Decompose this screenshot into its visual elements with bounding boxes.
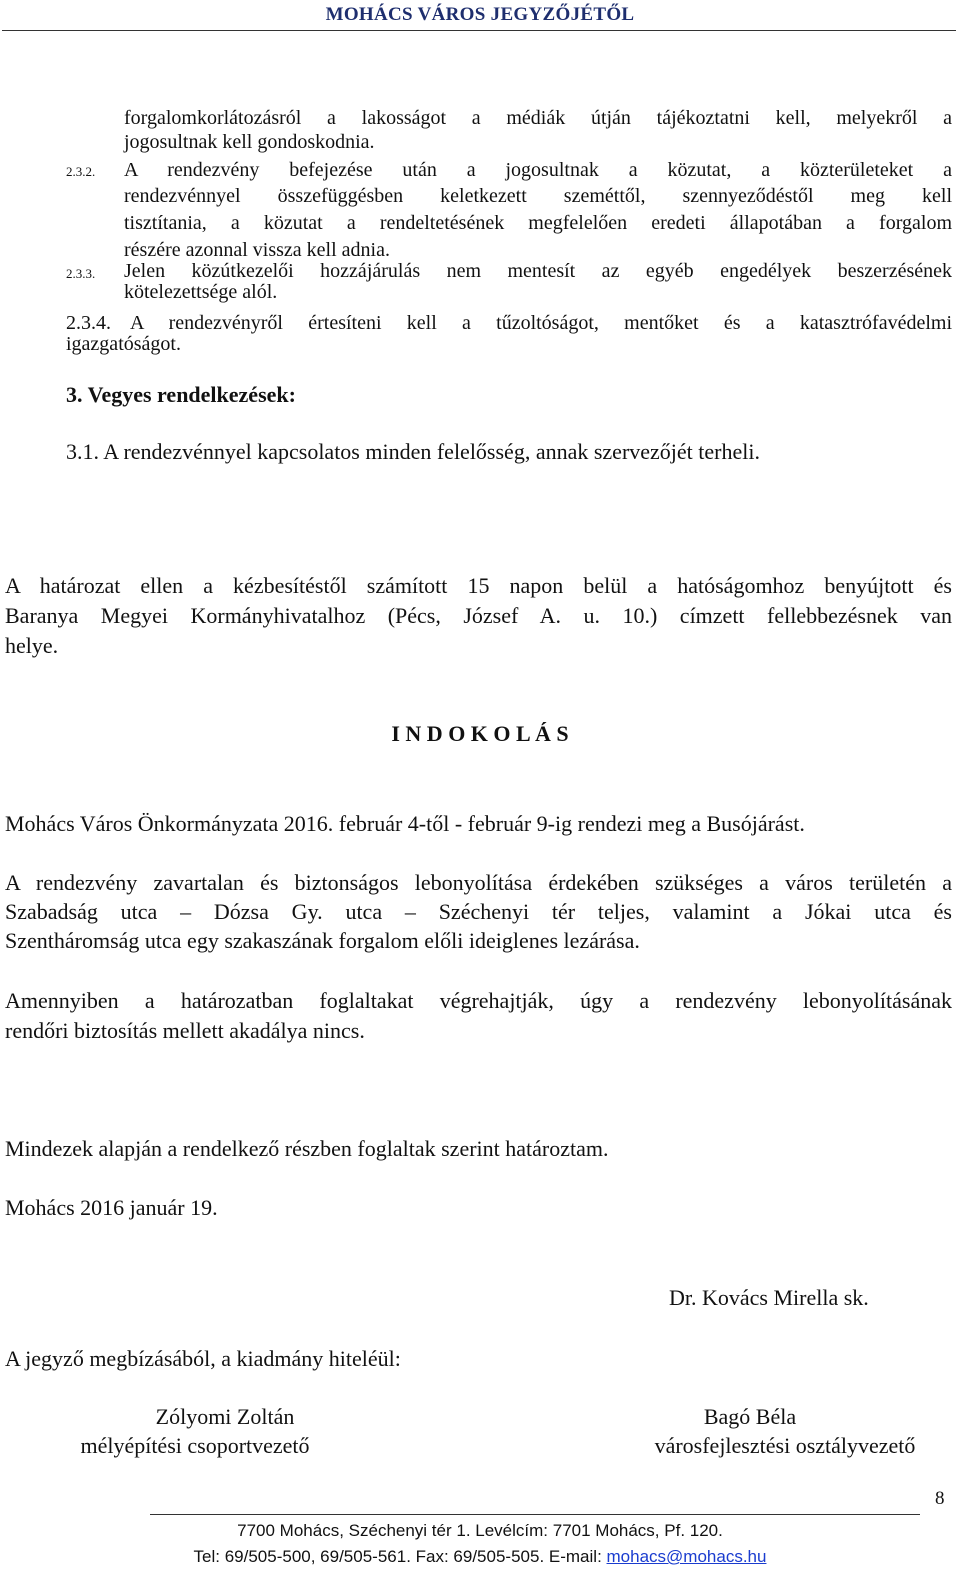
paragraph-line: jogosultnak kell gondoskodnia. <box>124 131 375 153</box>
paragraph-line: A rendezvény befejezése után a jogosultnak a közutat, a közterületeket a <box>124 159 952 181</box>
date-line: Mohács 2016 január 19. <box>5 1195 218 1220</box>
paragraph-line: forgalomkorlátozásról a lakosságot a médiák útján tájékoztatni kell, melyekről a <box>124 107 952 129</box>
paragraph-line: helye. <box>5 633 59 658</box>
paragraph-line: tisztítania, a közutat a rendeltetésének megfelelően eredeti állapotában a forgalom <box>124 212 952 234</box>
left-signatory-name: Zólyomi Zoltán <box>155 1404 295 1429</box>
signer-name: Dr. Kovács Mirella sk. <box>669 1285 869 1310</box>
paragraph-line: Baranya Megyei Kormányhivatalhoz (Pécs, József A. u. 10.) címzett fellebbezésnek van <box>5 603 952 628</box>
document-header-title: MOHÁCS VÁROS JEGYZŐJÉTŐL <box>325 4 635 25</box>
footer-divider <box>150 1514 920 1515</box>
reasoning-heading: I N D O K O L Á S <box>391 721 569 746</box>
paragraph-line: igazgatóságot. <box>66 333 181 355</box>
section-heading: 3. Vegyes rendelkezések: <box>66 382 296 407</box>
paragraph-line: kötelezettsége alól. <box>124 281 278 303</box>
paragraph-line: Amennyiben a határozatban foglaltakat végrehajtják, úgy a rendezvény lebonyolításának <box>5 988 952 1013</box>
footer-address: 7700 Mohács, Széchenyi tér 1. Levélcím: 7701 Mohács, Pf. 120. <box>237 1521 723 1540</box>
paragraph: Mindezek alapján a rendelkező részben foglaltak szerint határoztam. <box>5 1136 609 1161</box>
right-signatory-title: városfejlesztési osztályvezető <box>654 1433 916 1458</box>
paragraph-line: rendőri biztosítás mellett akadálya nincs. <box>5 1018 365 1043</box>
item-number: 2.3.2. <box>66 164 96 179</box>
paragraph-line: rendezvénnyel összefüggésben keletkezett szeméttől, szennyeződéstől meg kell <box>124 185 952 207</box>
paragraph-line: Szabadság utca – Dózsa Gy. utca – Széchenyi tér teljes, valamint a Jókai utca és <box>5 899 952 924</box>
paragraph: 3.1. A rendezvénnyel kapcsolatos minden felelősség, annak szervezőjét terheli. <box>66 439 760 464</box>
paragraph-line: Jelen közútkezelői hozzájárulás nem mentesít az egyéb engedélyek beszerzésének <box>124 260 952 282</box>
paragraph-line: A rendezvény zavartalan és biztonságos lebonyolítása érdekében szükséges a város területén a <box>5 870 952 895</box>
paragraph-line: részére azonnal vissza kell adnia. <box>124 239 390 261</box>
right-signatory-name: Bagó Béla <box>703 1404 797 1429</box>
paragraph: Mohács Város Önkormányzata 2016. február 4-től - február 9-ig rendezi meg a Busójárást. <box>5 811 805 836</box>
paragraph-line: A rendezvényről értesíteni kell a tűzoltóságot, mentőket és a katasztrófavédelmi <box>130 312 952 334</box>
authentication-line: A jegyző megbízásából, a kiadmány hiteléül: <box>5 1346 401 1371</box>
item-number: 2.3.3. <box>66 266 96 281</box>
footer-contact <box>130 1544 830 1570</box>
item-number: 2.3.4. <box>66 312 111 334</box>
left-signatory-title: mélyépítési csoportvezető <box>80 1433 310 1458</box>
footer-email-link[interactable]: mohacs@mohacs.hu <box>606 1547 767 1566</box>
header-divider <box>2 30 956 31</box>
footer-contact-text: Tel: 69/505-500, 69/505-561. Fax: 69/505-505. E-mail: <box>193 1547 607 1566</box>
page-number: 8 <box>935 1488 945 1509</box>
paragraph-line: A határozat ellen a kézbesítéstől számított 15 napon belül a hatóságomhoz benyújtott és <box>5 573 952 598</box>
paragraph-line: Szentháromság utca egy szakaszának forgalom előli ideiglenes lezárása. <box>5 928 640 953</box>
